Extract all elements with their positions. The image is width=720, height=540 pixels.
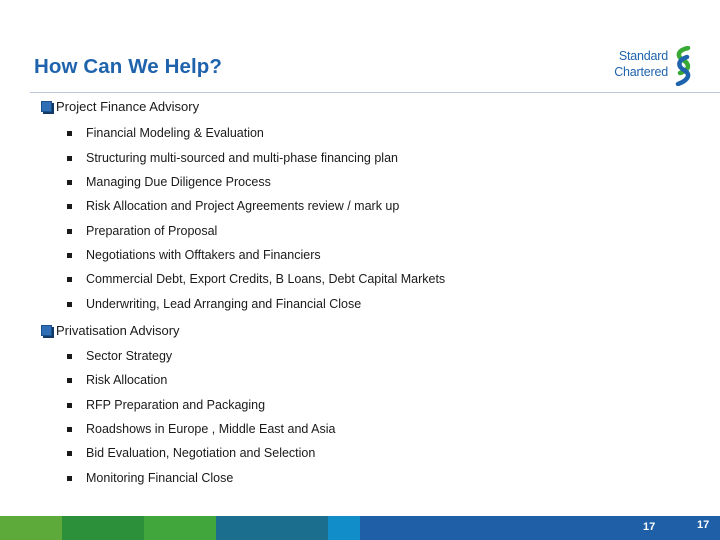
footer-segment [62, 516, 144, 540]
footer-color-band [0, 516, 720, 540]
list-item-text: Financial Modeling & Evaluation [86, 126, 264, 140]
list-item-text: Sector Strategy [86, 349, 173, 363]
logo-wordmark [602, 48, 668, 80]
square-bullet-icon [67, 378, 72, 383]
slide-number: 17 [697, 519, 710, 531]
section-heading [41, 99, 199, 114]
list-item-text: RFP Preparation and Packaging [86, 398, 266, 412]
checkbox-bullet-icon [41, 325, 52, 336]
list-item-text: Managing Due Diligence Process [86, 175, 271, 189]
section-heading-text: Project Finance Advisory [56, 99, 200, 114]
section-heading [41, 323, 180, 338]
list-item-text: Monitoring Financial Close [86, 471, 234, 485]
square-bullet-icon [67, 403, 72, 408]
square-bullet-icon [67, 131, 72, 136]
square-bullet-icon [67, 427, 72, 432]
square-bullet-icon [67, 302, 72, 307]
standard-chartered-logo [602, 46, 694, 86]
footer-segment [360, 516, 720, 540]
page-title: How Can We Help? [34, 55, 223, 78]
square-bullet-icon [67, 354, 72, 359]
logo-line-2: Chartered [614, 65, 668, 79]
square-bullet-icon [67, 180, 72, 185]
list-item-text: Structuring multi-sourced and multi-phase financing plan [86, 151, 398, 165]
footer-segment [144, 516, 216, 540]
list-item-text: Bid Evaluation, Negotiation and Selection [86, 446, 316, 460]
list-item-text: Risk Allocation [86, 373, 168, 387]
title-divider [30, 92, 720, 93]
square-bullet-icon [67, 451, 72, 456]
list-item-text: Commercial Debt, Export Credits, B Loans, Debt Capital Markets [86, 272, 446, 286]
footer-segment [0, 516, 62, 540]
square-bullet-icon [67, 229, 72, 234]
footer-segment [328, 516, 360, 540]
list-item-text: Negotiations with Offtakers and Financiers [86, 248, 321, 262]
square-bullet-icon [67, 156, 72, 161]
list-item-text: Risk Allocation and Project Agreements review / mark up [86, 199, 400, 213]
list-item-text: Underwriting, Lead Arranging and Financial Close [86, 297, 362, 311]
list-item-text: Preparation of Proposal [86, 224, 218, 238]
logo-swirl-icon [672, 46, 694, 86]
square-bullet-icon [67, 253, 72, 258]
square-bullet-icon [67, 277, 72, 282]
checkbox-bullet-icon [41, 101, 52, 112]
section-heading-text: Privatisation Advisory [56, 323, 180, 338]
footer-segment [216, 516, 328, 540]
square-bullet-icon [67, 476, 72, 481]
logo-line-1: Standard [618, 49, 668, 63]
list-item-text: Roadshows in Europe , Middle East and Asia [86, 422, 336, 436]
page-number: 17 [643, 521, 656, 533]
square-bullet-icon [67, 204, 72, 209]
